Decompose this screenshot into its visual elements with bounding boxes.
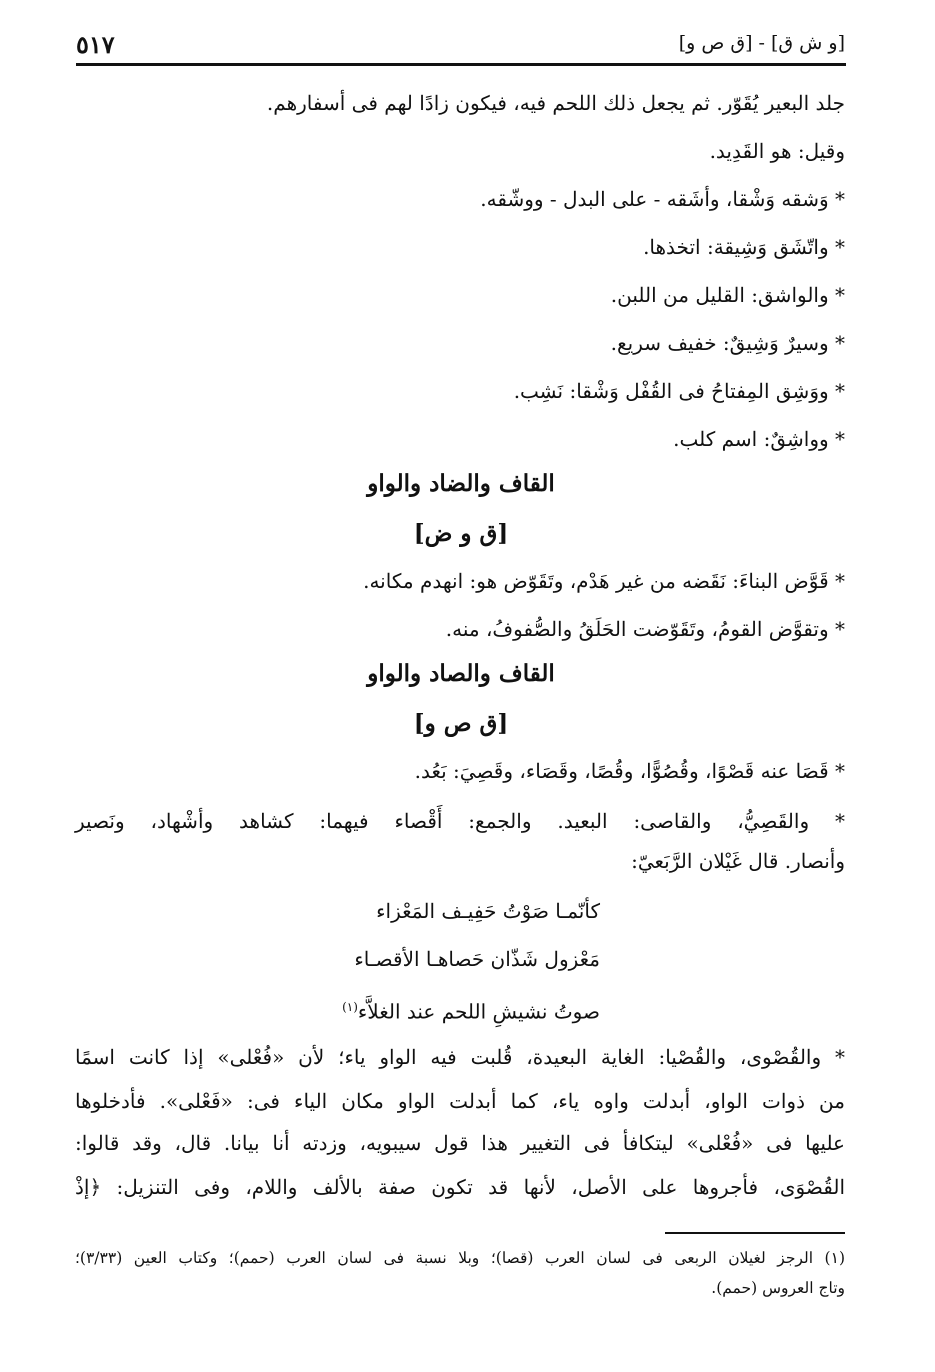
text-line: القُصْوَى، فأجروها على الأصل، لأنها قد تكون صفة بالألف واللام، وفى التنزيل: ﴿إذْ xyxy=(75,1175,845,1199)
text-line: عليها فى «فُعْلى» ليتكافأ فى التغيير هذا قول سيبويه، وزدته أنا بيانا. قال، وقد قالوا: xyxy=(75,1131,845,1155)
verse-line: كأنّمـا صَوْتُ حَفِيـف المَعْزاء xyxy=(376,899,600,923)
section-heading: القاف والصاد والواو xyxy=(367,660,555,687)
root-heading: [ق ص و] xyxy=(413,710,509,737)
header-rule xyxy=(76,63,846,66)
entry-line: * واتّشَق وَشِيقة: اتخذها. xyxy=(643,235,845,259)
text-line: من ذوات الواو، أبدلت واوه ياء، كما أبدلت الواو مكان الياء فى: «فَعْلى». فأدخلوها xyxy=(75,1089,845,1113)
entry-line: * وَشقه وَشْقا، وأشَقه - على البدل - ووشّقه. xyxy=(480,187,845,211)
entry-line: * والقَصِيُّ، والقاصى: البعيد. والجمع: أَقْصاء فيهما: كشاهد وأشْهاد، ونَصير xyxy=(75,809,845,833)
running-title: [و ش ق] - [ق ص و] xyxy=(678,32,845,54)
text-line: جلد البعير يُقَوّر. ثم يجعل ذلك اللحم فيه، فيكون زادًا لهم فى أسفارهم. xyxy=(266,91,845,115)
verse-line xyxy=(300,992,600,1027)
footnote-marker: (١) xyxy=(342,1000,358,1014)
entry-line: * وتقوَّض القومُ، وتَقَوّضت الحَلَقُ والصُّفوفُ، منه. xyxy=(445,617,845,641)
section-heading: القاف والضاد والواو xyxy=(367,470,555,497)
entry-line: * والواشق: القليل من اللبن. xyxy=(610,283,845,307)
root-heading: [ق و ض] xyxy=(413,520,509,547)
footnote-rule xyxy=(665,1232,845,1234)
entry-line: * وسيرٌ وَشِيقٌ: خفيف سريع. xyxy=(610,331,845,355)
entry-line: * قَصَا عنه قَصْوًا، وقُصُوًّا، وقُصًا، وقَصَاء، وقَصِيَ: بَعُد. xyxy=(414,759,845,783)
page-number: ٥١٧ xyxy=(76,30,115,59)
footnote-line: وتاج العروس (حمم). xyxy=(711,1279,845,1297)
entry-line: * والقُصْوى، والقُصْيا: الغاية البعيدة، قُلبت فيه الواو ياء؛ لأن «فُعْلى» إذا كانت اسمًا xyxy=(75,1045,845,1069)
verse-line: مَعْزول شَذّان حَصاهـا الأقصـاء xyxy=(354,947,600,971)
footnote-line: (١) الرجز لغيلان الربعى فى لسان العرب (قصا)؛ وبلا نسبة فى لسان العرب (حمم)؛ وكتاب العين (٣/٣٣)؛ xyxy=(75,1249,845,1267)
verse-text: صوتُ نشيشِ اللحم عند الغلاَّء xyxy=(357,999,600,1024)
text-line: وأنصار. قال غَيْلان الرَّبَعيّ: xyxy=(631,849,845,873)
entry-line: * ووَشِق المِفتاحُ فى القُفْل وَشْقا: نَشِب. xyxy=(513,379,845,403)
text-line: وقيل: هو القَدِيد. xyxy=(709,139,845,163)
entry-line: * قَوَّض البناءَ: نَقَضه من غير هَدْم، وتَقَوّض هو: انهدم مكانه. xyxy=(363,569,845,593)
entry-line: * وواشِقٌ: اسم كلب. xyxy=(673,427,845,451)
